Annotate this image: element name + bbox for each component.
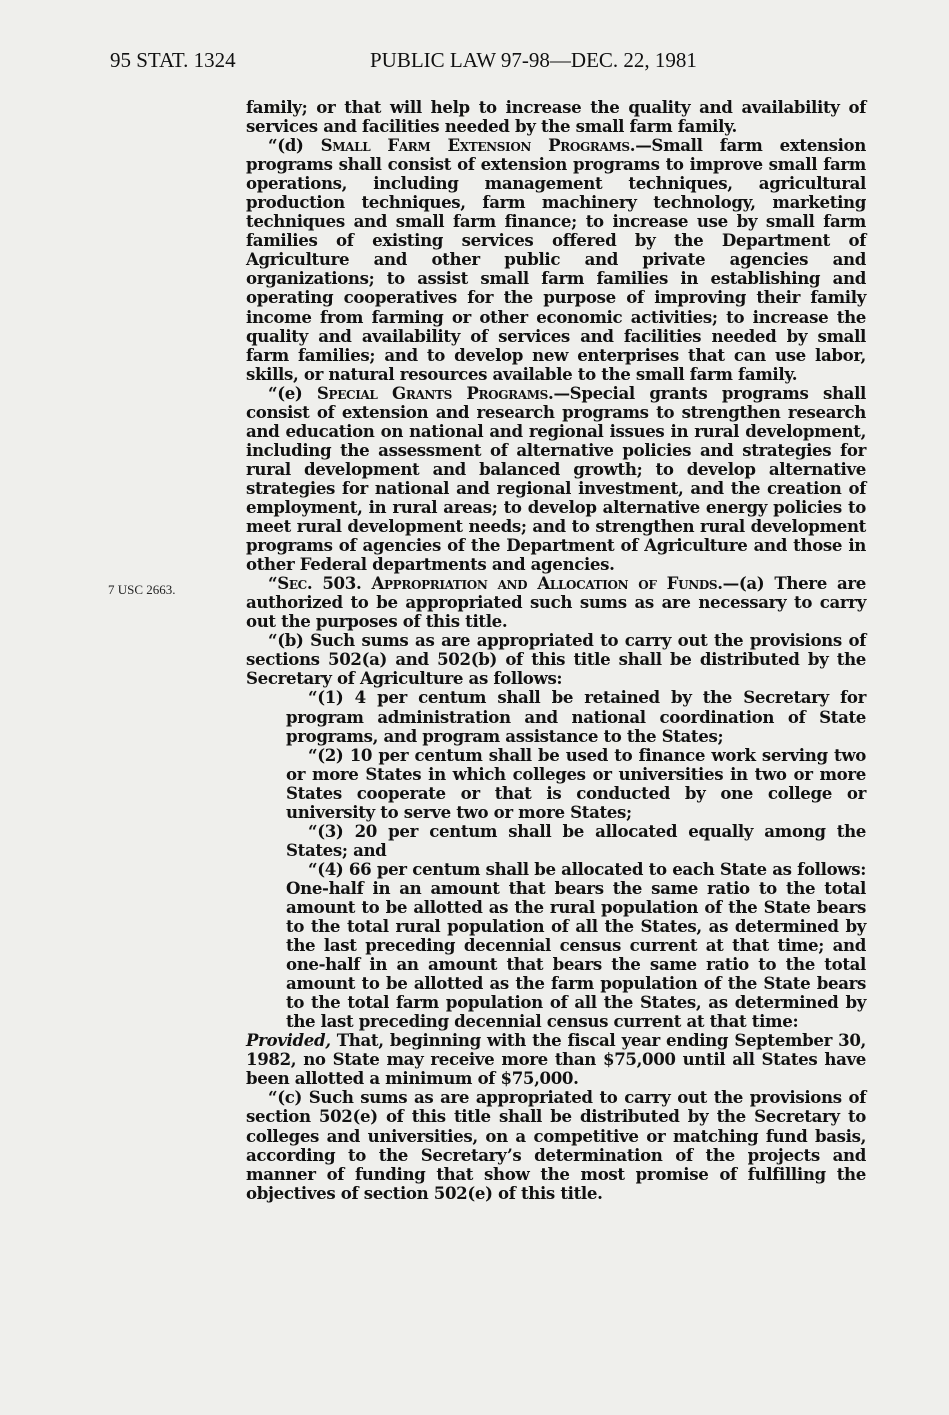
paragraph-b-3: “(3) 20 per centum shall be allocated equally among the States; and <box>286 820 866 860</box>
page-header <box>110 48 850 78</box>
section-503: “Sec. 503. Appropriation and Allocation of Funds.—(a) There are authorized to be appropriated such sums as are necessary to carry out the purposes of this title. <box>246 573 867 632</box>
public-law-title: PUBLIC LAW 97-98—DEC. 22, 1981 <box>370 48 697 72</box>
subsection-e: “(e) Special Grants Programs.—Special grants programs shall consist of extension and research programs to strengthen research and education on national and regional issues in rural development, including the assessment of alternative policies and strategies for rural development and balanced growth; to develop alternative strategies for national and regional investment, and the creation of employment, in rural areas; to develop alternative energy policies to meet rural development needs; and to strengthen rural development programs of agencies of the Department of Agriculture and those in other Federal departments and agencies. <box>246 382 866 575</box>
paragraph-continuation: family; or that will help to increase the quality and availability of services and facilities needed by the small farm family. <box>246 97 866 137</box>
paragraph-b-4: “(4) 66 per centum shall be allocated to each State as follows: One-half in an amount that bears the same ratio to the total amount to be allotted as the rural population of the State bears to the total rural population of all the States, as determined by the last preceding decennial census current at that time; and one-half in an amount that bears the same ratio to the total amount to be allotted as the farm population of the State bears to the total farm population of all the States, as determined by the last preceding decennial census current at that time: <box>286 858 866 1032</box>
subsection-b: “(b) Such sums as are appropriated to carry out the provisions of sections 502(a) and 502(b) of this title shall be distributed by the Secretary of Agriculture as follows: <box>246 630 866 689</box>
subsection-d-heading: Small Farm Extension Programs. <box>320 135 636 156</box>
subsection-d: “(d) Small Farm Extension Programs.—Small farm extension programs shall consist of extension programs to improve small farm operations, including management techniques, agricultural production techniques, farm machinery technology, marketing techniques and small farm finance; to increase use by small farm families of existing services offered by the Department of Agriculture and other public and private agencies and organizations; to assist small farm families in establishing and operating cooperatives for the purpose of improving their family income from farming or other economic activities; to increase the quality and availability of services and facilities needed by small farm families; and to develop new enterprises that can use labor, skills, or natural resources available to the small farm family. <box>246 135 866 384</box>
paragraph-b-1: “(1) 4 per centum shall be retained by the Secretary for program administration and national coordination of State programs, and program assistance to the States; <box>286 687 866 746</box>
subsection-c: “(c) Such sums as are appropriated to carry out the provisions of section 502(e) of this title shall be distributed by the Secretary to colleges and universities, on a competitive or matching fund basis, according to the Secretary’s determination of the projects and manner of funding that show the most promise of fulfilling the objectives of section 502(e) of this title. <box>246 1087 866 1203</box>
paragraph-b-2: “(2) 10 per centum shall be used to finance work serving two or more States in which colleges or universities in two or more States cooperate or that is conducted by one college or university to serve two or more States; <box>286 744 866 822</box>
section-503-heading: Sec. 503. Appropriation and Allocation of Funds. <box>277 573 723 594</box>
proviso-word: Provided, <box>246 1030 331 1051</box>
margin-note-usc-2663: 7 USC 2663. <box>108 582 176 597</box>
proviso: Provided, That, beginning with the fiscal year ending September 30, 1982, no State may receive more than $75,000 until all States have been allotted a minimum of $75,000. <box>246 1030 866 1089</box>
subsection-e-heading: Special Grants Programs. <box>316 382 554 403</box>
stat-citation: 95 STAT. 1324 <box>110 48 236 72</box>
statute-body <box>246 98 866 1203</box>
